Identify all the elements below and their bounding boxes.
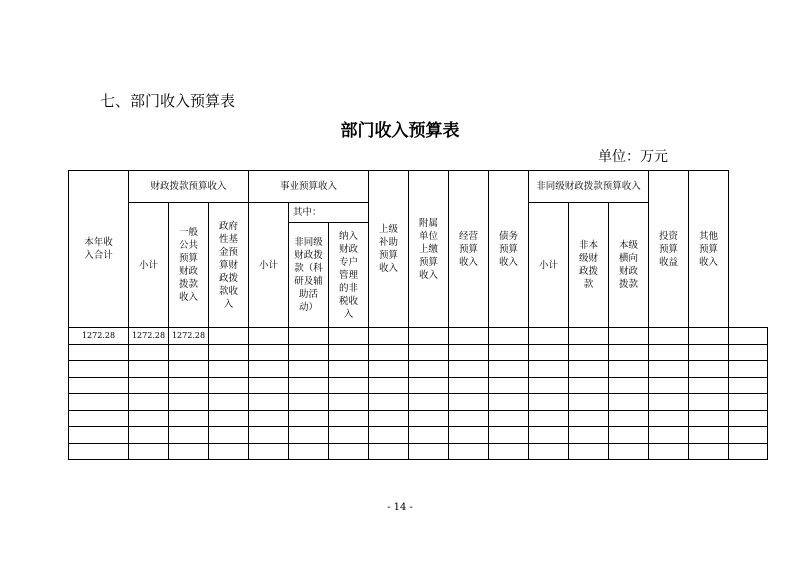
table-cell [409,410,449,427]
table-cell [169,427,209,444]
table-cell [689,344,729,361]
table-cell [489,443,529,460]
table-cell [529,361,569,378]
header-business-nontax: 纳入财政专户管理的非税收入 [329,223,369,328]
table-cell [209,410,249,427]
table-cell [329,410,369,427]
table-cell [609,377,649,394]
table-cell [249,427,289,444]
table-cell [289,427,329,444]
table-cell [369,377,409,394]
table-cell [249,328,289,345]
table-cell [529,410,569,427]
table-cell [609,427,649,444]
table-cell [209,427,249,444]
table-cell [209,377,249,394]
table-cell [569,377,609,394]
table-cell [569,328,609,345]
table-cell [249,377,289,394]
table-cell [249,361,289,378]
table-cell [689,410,729,427]
table-cell [369,394,409,411]
header-business-group: 事业预算收入 [249,171,369,203]
table-cell [569,427,609,444]
table-cell [649,394,689,411]
table-cell [489,427,529,444]
table-cell [209,394,249,411]
table-cell [69,443,129,460]
table-cell [449,361,489,378]
table-cell [569,344,609,361]
table-cell [369,443,409,460]
table-cell [69,344,129,361]
table-cell [449,443,489,460]
table-cell [729,377,768,394]
table-cell [689,427,729,444]
table-cell [689,443,729,460]
table-cell [569,443,609,460]
table-cell [689,394,729,411]
table-cell [409,394,449,411]
table-cell [129,427,169,444]
header-nonsame-subtotal: 小计 [529,203,569,328]
table-cell [449,410,489,427]
table-cell [649,344,689,361]
table-cell [449,328,489,345]
table-cell [409,377,449,394]
table-cell [129,410,169,427]
table-cell [689,361,729,378]
table-cell [169,410,209,427]
table-cell [529,344,569,361]
table-cell [529,394,569,411]
table-cell [329,394,369,411]
table-cell [129,394,169,411]
header-fiscal-fund: 政府性基金预算财政拨款收入 [209,203,249,328]
table-cell [569,410,609,427]
table-cell [209,443,249,460]
table-cell [569,394,609,411]
table-cell [649,427,689,444]
table-cell [409,328,449,345]
table-row [69,344,768,361]
table-cell [489,361,529,378]
table-row [69,427,768,444]
table-cell [409,427,449,444]
table-cell [169,361,209,378]
table-cell [249,394,289,411]
table-cell [489,377,529,394]
table-cell: 1272.28 [69,328,129,345]
table-cell [329,377,369,394]
table-title: 部门收入预算表 [340,121,460,141]
table-cell [369,361,409,378]
table-cell [289,443,329,460]
table-cell [329,443,369,460]
table-cell [129,344,169,361]
income-budget-table [68,170,768,460]
table-row [69,377,768,394]
header-upper-subsidy: 上级补助预算收入 [369,171,409,328]
table-cell [329,361,369,378]
table-cell [369,344,409,361]
table-cell [729,344,768,361]
table-cell [249,344,289,361]
table-cell [209,344,249,361]
table-cell [449,394,489,411]
table-cell [529,328,569,345]
header-fiscal-general: 一般公共预算财政拨款收入 [169,203,209,328]
header-affiliated: 附属单位上缴预算收入 [409,171,449,328]
header-business-among: 其中： [289,203,369,223]
table-cell [169,443,209,460]
table-cell [649,377,689,394]
table-cell [249,410,289,427]
table-cell: 1272.28 [169,328,209,345]
section-heading: 七、部门收入预算表 [100,92,236,110]
unit-label: 单位：万元 [598,149,668,165]
table-cell [289,377,329,394]
table-cell [289,361,329,378]
table-cell [729,328,768,345]
table-cell [569,361,609,378]
table-cell [649,328,689,345]
header-investment: 投资预算收益 [649,171,689,328]
table-cell [249,443,289,460]
table-cell [209,328,249,345]
table-cell [69,361,129,378]
table-cell [449,427,489,444]
header-debt: 债务预算收入 [489,171,529,328]
header-total: 本年收入合计 [69,171,129,328]
table-cell [609,443,649,460]
header-fiscal-subtotal: 小计 [129,203,169,328]
table-cell [409,361,449,378]
table-cell [289,328,329,345]
table-cell [489,410,529,427]
table-cell [169,344,209,361]
table-cell [129,361,169,378]
table-cell [409,344,449,361]
table-cell [609,361,649,378]
header-other: 其他预算收入 [689,171,729,328]
table-cell [729,394,768,411]
header-business-subtotal: 小计 [249,203,289,328]
header-nonsame-group: 非同级财政拨款预算收入 [529,171,649,203]
table-cell [489,344,529,361]
header-nonsame-nonlocal: 非本级财政拨款 [569,203,609,328]
table-cell [529,377,569,394]
table-header [69,171,768,328]
table-cell [609,394,649,411]
header-operating: 经营预算收入 [449,171,489,328]
table-cell [69,410,129,427]
table-cell [729,443,768,460]
header-fiscal-group: 财政拨款预算收入 [129,171,249,203]
table-body [69,328,768,460]
table-cell [689,377,729,394]
page-number: - 14 - [387,502,413,513]
table-cell [649,443,689,460]
table-cell [69,394,129,411]
table-cell [169,394,209,411]
table-cell [729,361,768,378]
table-row [69,410,768,427]
table-cell [169,377,209,394]
table-cell [449,377,489,394]
table-cell [289,394,329,411]
table-cell [69,377,129,394]
table-cell [609,344,649,361]
table-cell [289,410,329,427]
table-row [69,443,768,460]
table-cell [369,410,409,427]
table-row [69,328,768,345]
table-cell [649,361,689,378]
table-cell [649,410,689,427]
table-cell [129,377,169,394]
table-cell [609,328,649,345]
table-cell [529,427,569,444]
table-cell [409,443,449,460]
header-business-nonsame: 非同级财政拨款（科研及辅助活动） [289,223,329,328]
table-cell [449,344,489,361]
table-cell [369,427,409,444]
table-cell [729,410,768,427]
header-nonsame-horizontal: 本级横向财政拨款 [609,203,649,328]
table-cell [329,328,369,345]
table-cell [329,344,369,361]
table-row [69,394,768,411]
table-cell: 1272.28 [129,328,169,345]
table-cell [329,427,369,444]
table-cell [129,443,169,460]
table-cell [489,328,529,345]
table-cell [489,394,529,411]
table-cell [209,361,249,378]
table-cell [729,427,768,444]
table-cell [609,410,649,427]
table-cell [369,328,409,345]
table-cell [689,328,729,345]
table-row [69,361,768,378]
table-cell [69,427,129,444]
table-cell [289,344,329,361]
table-cell [529,443,569,460]
